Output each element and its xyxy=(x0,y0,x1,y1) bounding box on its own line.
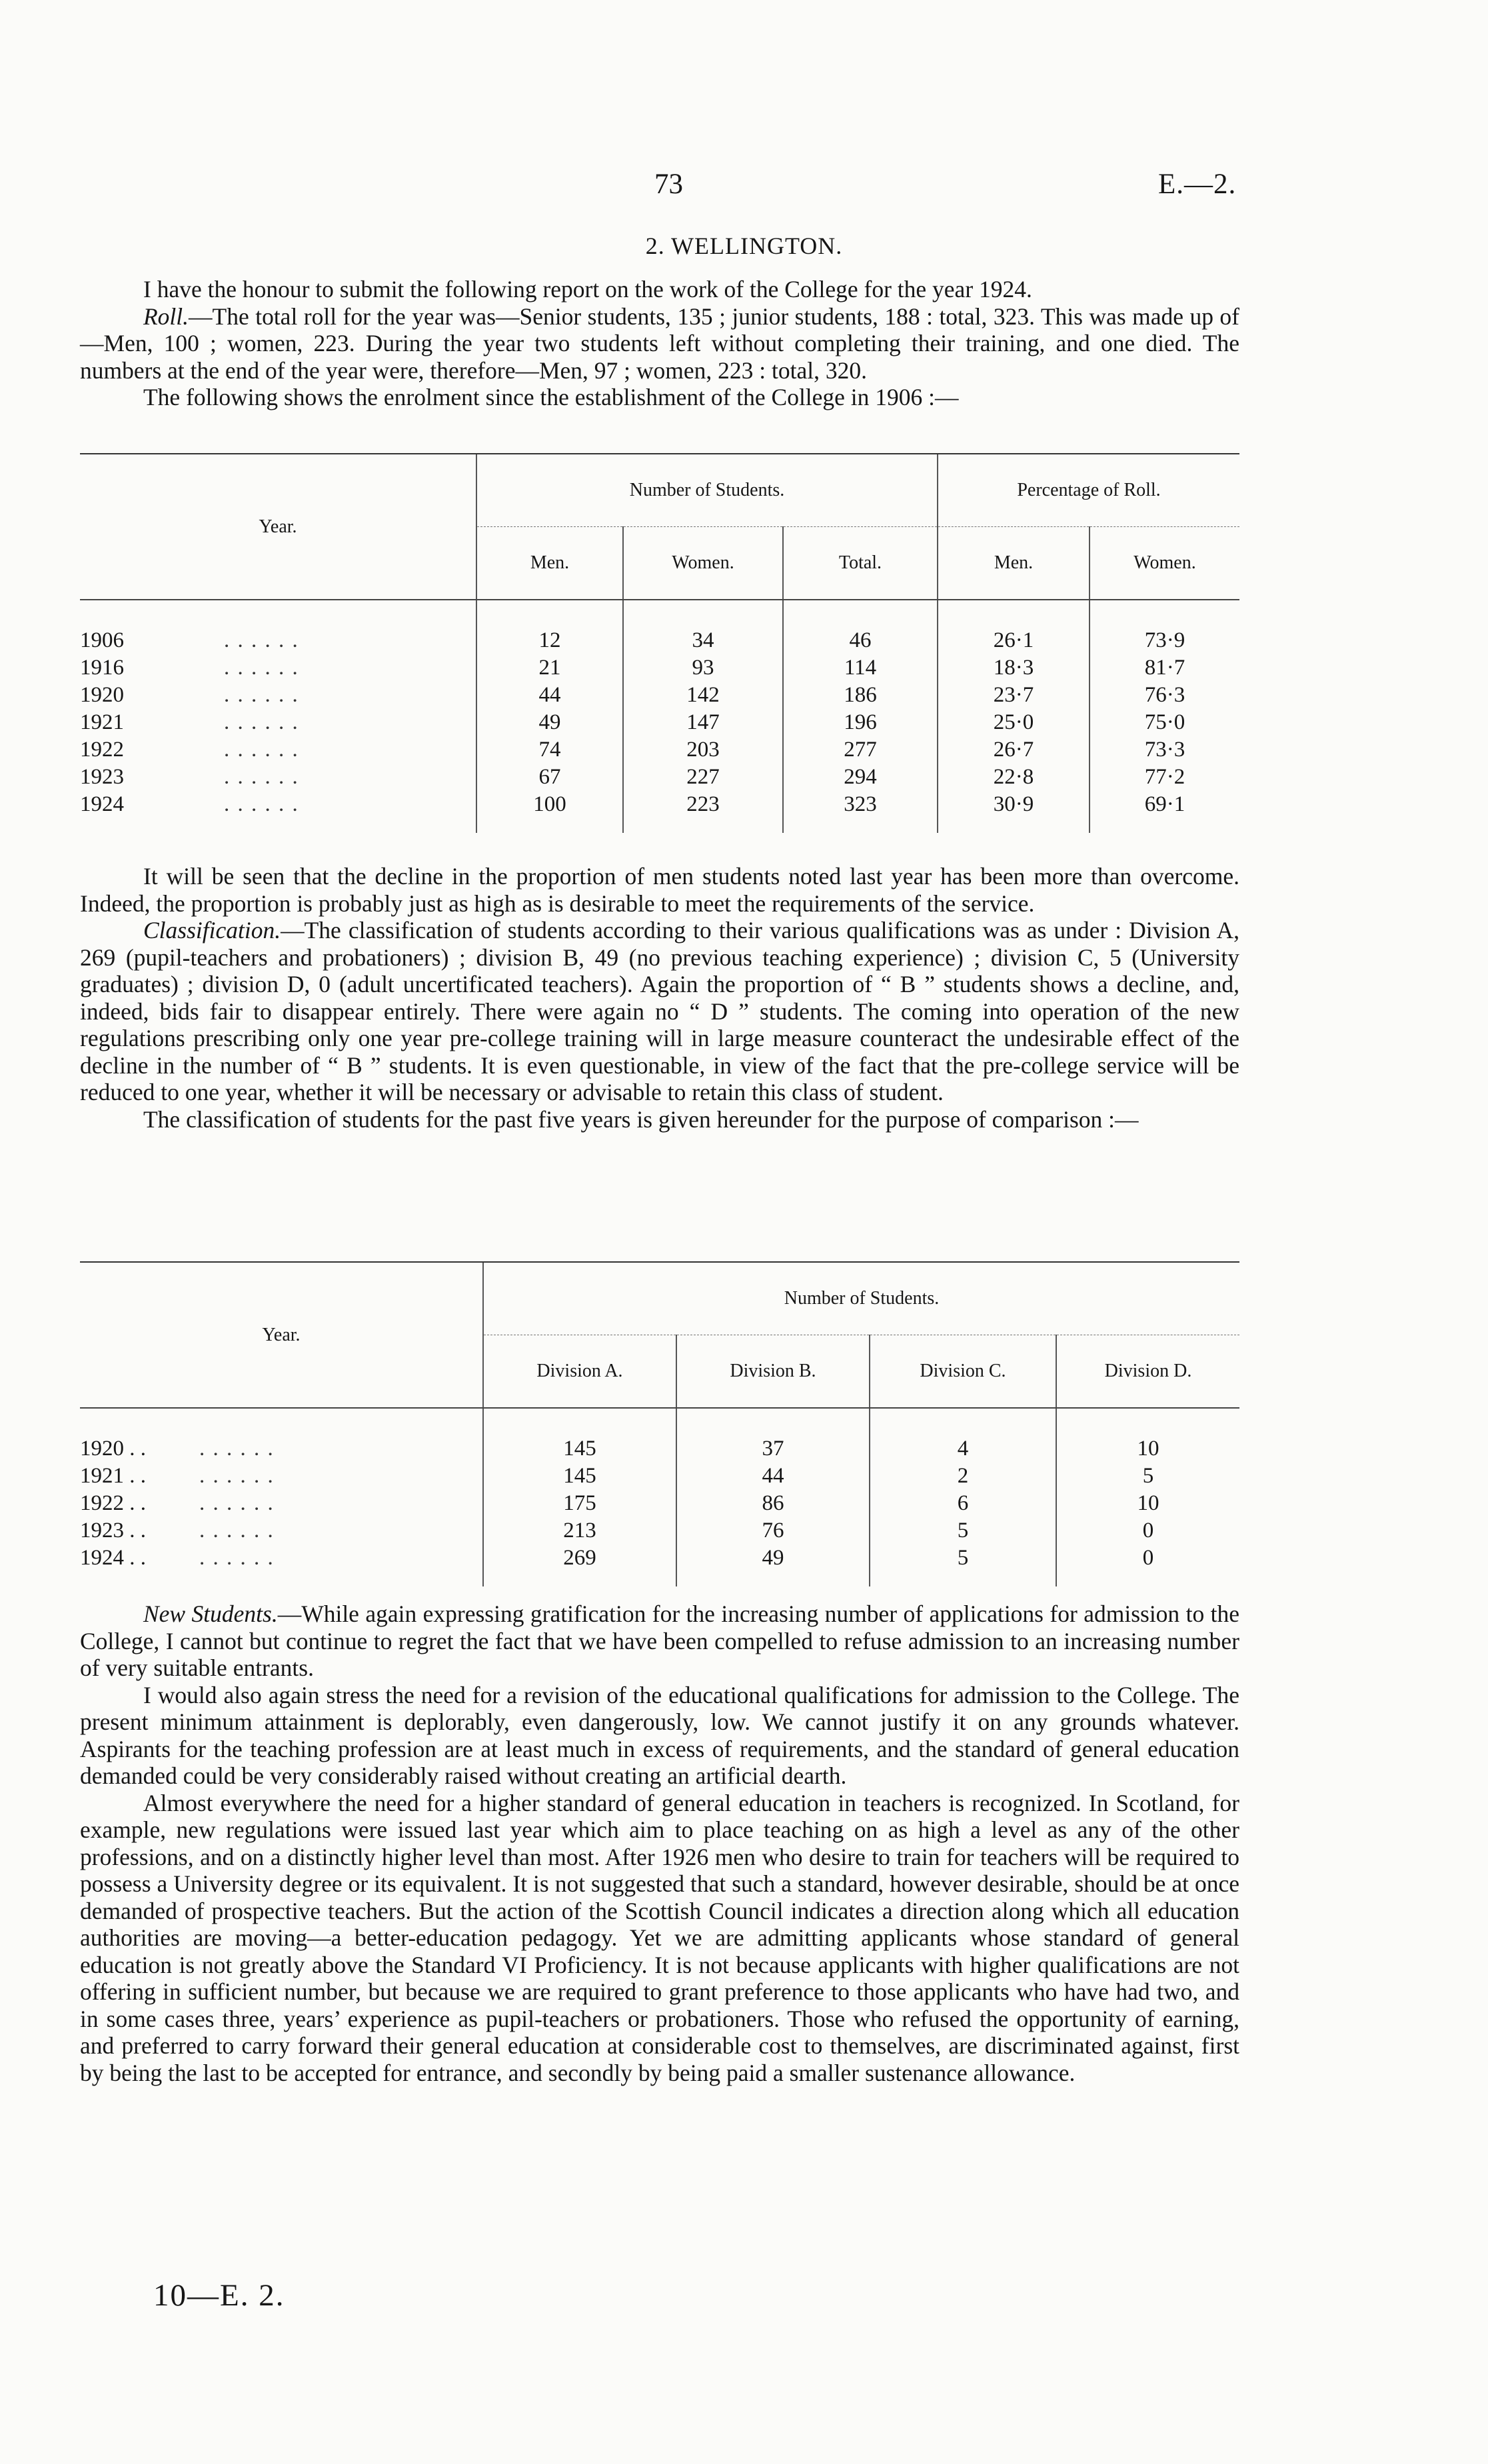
year-cell xyxy=(80,1517,483,1544)
percentage-of-roll-header: Percentage of Roll. xyxy=(938,454,1239,527)
leader-dots: . . . . . . xyxy=(224,765,299,789)
pct-men-cell: 18·3 xyxy=(938,654,1090,682)
pct-men-cell: 30·9 xyxy=(938,791,1090,833)
pct-men-cell: 23·7 xyxy=(938,682,1090,709)
year-cell xyxy=(80,764,476,791)
division-a-header: Division A. xyxy=(483,1335,676,1409)
year-value: 1923 xyxy=(80,765,124,789)
year-value: 1924 . . xyxy=(80,1546,146,1570)
division-b-cell: 86 xyxy=(676,1490,870,1517)
year-value: 1922 . . xyxy=(80,1491,146,1515)
division-b-cell: 37 xyxy=(676,1408,870,1463)
men-cell: 74 xyxy=(476,736,623,764)
division-c-header: Division C. xyxy=(870,1335,1056,1409)
number-of-students-header: Number of Students. xyxy=(476,454,938,527)
section-title: 2. WELLINGTON. xyxy=(645,233,843,259)
year-value: 1921 . . xyxy=(80,1464,146,1488)
footer-signature: 10—E. 2. xyxy=(153,2278,285,2313)
year-cell xyxy=(80,600,476,654)
leader-dots: . . . . . . xyxy=(224,683,299,707)
division-b-cell: 44 xyxy=(676,1463,870,1490)
new-students-text: —While again expressing gratification for the increasing number of applications for admission to the College, I cannot but continue to regret the fact that we have been compelled to refuse admission to an increasing number of very suitable entrants. xyxy=(80,1600,1239,1681)
total-cell: 294 xyxy=(783,764,938,791)
men-cell: 44 xyxy=(476,682,623,709)
year-value: 1924 xyxy=(80,792,124,816)
division-d-header: Division D. xyxy=(1056,1335,1239,1409)
page-number: 73 xyxy=(654,169,683,200)
division-b-header: Division B. xyxy=(676,1335,870,1409)
table-row xyxy=(80,1463,1239,1490)
division-c-cell: 4 xyxy=(870,1408,1056,1463)
women-cell: 147 xyxy=(623,709,783,736)
year-header: Year. xyxy=(80,454,476,600)
leader-dots: . . . . . . xyxy=(224,738,299,762)
table-row xyxy=(80,1408,1239,1463)
division-a-cell: 145 xyxy=(483,1408,676,1463)
table-row xyxy=(80,791,1239,833)
leader-dots: . . . . . . xyxy=(224,792,299,816)
pct-women-cell: 75·0 xyxy=(1090,709,1239,736)
year-cell xyxy=(80,1408,483,1463)
new-students-paragraph xyxy=(80,1600,1239,1682)
table-row xyxy=(80,1490,1239,1517)
division-d-cell: 0 xyxy=(1056,1544,1239,1586)
division-a-cell: 145 xyxy=(483,1463,676,1490)
year-value: 1923 . . xyxy=(80,1519,146,1542)
page-reference: E.—2. xyxy=(1158,169,1237,200)
total-cell: 114 xyxy=(783,654,938,682)
year-cell xyxy=(80,791,476,833)
table-row xyxy=(80,764,1239,791)
new-students-section xyxy=(80,1600,1239,2086)
total-cell: 196 xyxy=(783,709,938,736)
roll-label: Roll. xyxy=(143,303,189,330)
revision-paragraph: I would also again stress the need for a revision of the educational qualifications for admission to the College. The present minimum attainment is deplorably, even dangerously, low. We cannot justify it on any grounds whatever. Aspirants for the teaching profession are at least much in excess of requirements, and the standard of general education demanded could be very considerably raised without creating an artificial dearth. xyxy=(80,1681,1239,1789)
higher-standard-paragraph: Almost everywhere the need for a higher standard of general education in teachers is recognized. In Scotland, for example, new regulations were issued last year which aim to place teaching on as high a level as any of the other professions, and on a distinctly higher level than most. After 1926 men who desire to train for teachers will be required to possess a University degree or its equivalent. It is not suggested that such a standard, however desirable, should be at once demanded of prospective teachers. But the action of the Scottish Council indicates a direction along which all education authorities are moving—a better-education pedagogy. Yet we are admitting applicants whose standard of general education is not greatly above the Standard VI Proficiency. It is not because applicants with higher qualifications are not offering in sufficient number, but because we are required to grant preference to those applicants who have had two, and in some cases three, years’ experience as pupil-teachers or probationers. Those who refused the opportunity of earning, and preferred to carry forward their general education at considerable cost to themselves, are discriminated against, first by being the last to be accepted for entrance, and secondly by being paid a smaller sustenance allowance. xyxy=(80,1789,1239,2086)
intro-paragraph: I have the honour to submit the following report on the work of the College for the year 1924. xyxy=(143,276,1032,303)
table-row xyxy=(80,1544,1239,1586)
pct-women-cell: 73·3 xyxy=(1090,736,1239,764)
year-cell xyxy=(80,1544,483,1586)
classification-paragraph xyxy=(80,917,1239,1106)
leader-dots: . . . . . . xyxy=(199,1546,275,1570)
year-value: 1920 xyxy=(80,683,124,707)
women-column-header: Women. xyxy=(623,527,783,600)
women-cell: 223 xyxy=(623,791,783,833)
enrolment-intro: The following shows the enrolment since the establishment of the College in 1906 :— xyxy=(143,384,959,410)
division-c-cell: 5 xyxy=(870,1517,1056,1544)
division-a-cell: 175 xyxy=(483,1490,676,1517)
year-value: 1922 xyxy=(80,738,124,762)
women-cell: 203 xyxy=(623,736,783,764)
total-column-header: Total. xyxy=(783,527,938,600)
classification-text: —The classification of students according to their various qualifications was as under : Division A, 269 (pupil-teachers and probationers) ; division B, 49 (no previous teaching experience) ; division C, 5 (University graduates) ; division D, 0 (adult uncertificated teachers). Again the proportion of “ B ” students shows a decline, and, indeed, bids fair to disappear entirely. There were again no “ D ” students. The coming into operation of the new regulations prescribing only one year pre-college training will in large measure counteract the undesirable effect of the decline in the number of “ B ” students. It is even questionable, in view of the fact that the pre-college service will be reduced to one year, whether it will be necessary or advisable to retain this class of student. xyxy=(80,917,1239,1105)
number-of-students-header: Number of Students. xyxy=(483,1262,1239,1335)
pct-women-cell: 77·2 xyxy=(1090,764,1239,791)
men-cell: 100 xyxy=(476,791,623,833)
division-d-cell: 5 xyxy=(1056,1463,1239,1490)
leader-dots: . . . . . . xyxy=(224,656,299,680)
pct-women-column-header: Women. xyxy=(1090,527,1239,600)
pct-women-cell: 81·7 xyxy=(1090,654,1239,682)
division-d-cell: 10 xyxy=(1056,1490,1239,1517)
total-cell: 323 xyxy=(783,791,938,833)
classification-label: Classification. xyxy=(143,917,281,943)
year-cell xyxy=(80,709,476,736)
men-cell: 21 xyxy=(476,654,623,682)
leader-dots: . . . . . . xyxy=(199,1491,275,1515)
total-cell: 46 xyxy=(783,600,938,654)
division-b-cell: 49 xyxy=(676,1544,870,1586)
pct-men-cell: 26·1 xyxy=(938,600,1090,654)
division-a-cell: 269 xyxy=(483,1544,676,1586)
roll-paragraph xyxy=(80,303,1239,384)
year-value: 1921 xyxy=(80,710,124,734)
leader-dots: . . . . . . xyxy=(199,1437,275,1461)
division-c-cell: 5 xyxy=(870,1544,1056,1586)
women-cell: 142 xyxy=(623,682,783,709)
pct-men-column-header: Men. xyxy=(938,527,1090,600)
women-cell: 34 xyxy=(623,600,783,654)
classification-table xyxy=(80,1261,1239,1586)
table-row xyxy=(80,1517,1239,1544)
year-cell xyxy=(80,736,476,764)
pct-men-cell: 26·7 xyxy=(938,736,1090,764)
leader-dots: . . . . . . xyxy=(224,628,299,652)
women-cell: 227 xyxy=(623,764,783,791)
decline-paragraph: It will be seen that the decline in the proportion of men students noted last year has been more than overcome. Indeed, the proportion is probably just as high as is desirable to meet the requirements of the service. xyxy=(80,863,1239,917)
new-students-label: New Students. xyxy=(143,1600,278,1627)
year-cell xyxy=(80,1463,483,1490)
total-cell: 186 xyxy=(783,682,938,709)
division-d-cell: 10 xyxy=(1056,1408,1239,1463)
table-row xyxy=(80,709,1239,736)
year-cell xyxy=(80,654,476,682)
division-c-cell: 6 xyxy=(870,1490,1056,1517)
table-row xyxy=(80,654,1239,682)
table-row xyxy=(80,600,1239,654)
year-header: Year. xyxy=(80,1262,483,1408)
enrolment-table xyxy=(80,453,1239,833)
men-cell: 49 xyxy=(476,709,623,736)
division-b-cell: 76 xyxy=(676,1517,870,1544)
year-value: 1906 xyxy=(80,628,124,652)
men-column-header: Men. xyxy=(476,527,623,600)
total-cell: 277 xyxy=(783,736,938,764)
year-value: 1916 xyxy=(80,656,124,680)
roll-text: —The total roll for the year was—Senior students, 135 ; junior students, 188 : total, 323. This was made up of—Men, 100 ; women, 223. During the year two students left without completing their training, and one died. The numbers at the end of the year were, therefore—Men, 97 ; women, 223 : total, 320. xyxy=(80,303,1239,384)
pct-women-cell: 73·9 xyxy=(1090,600,1239,654)
men-cell: 67 xyxy=(476,764,623,791)
men-cell: 12 xyxy=(476,600,623,654)
division-c-cell: 2 xyxy=(870,1463,1056,1490)
year-cell xyxy=(80,682,476,709)
report-intro xyxy=(80,276,1239,411)
year-value: 1920 . . xyxy=(80,1437,146,1461)
pct-women-cell: 76·3 xyxy=(1090,682,1239,709)
division-d-cell: 0 xyxy=(1056,1517,1239,1544)
leader-dots: . . . . . . xyxy=(199,1519,275,1542)
comparison-intro: The classification of students for the past five years is given hereunder for the purpose of comparison :— xyxy=(143,1105,1139,1133)
year-cell xyxy=(80,1490,483,1517)
women-cell: 93 xyxy=(623,654,783,682)
classification-section xyxy=(80,863,1239,1133)
leader-dots: . . . . . . xyxy=(224,710,299,734)
pct-men-cell: 22·8 xyxy=(938,764,1090,791)
pct-women-cell: 69·1 xyxy=(1090,791,1239,833)
division-a-cell: 213 xyxy=(483,1517,676,1544)
leader-dots: . . . . . . xyxy=(199,1464,275,1488)
table-row xyxy=(80,736,1239,764)
pct-men-cell: 25·0 xyxy=(938,709,1090,736)
table-row xyxy=(80,682,1239,709)
